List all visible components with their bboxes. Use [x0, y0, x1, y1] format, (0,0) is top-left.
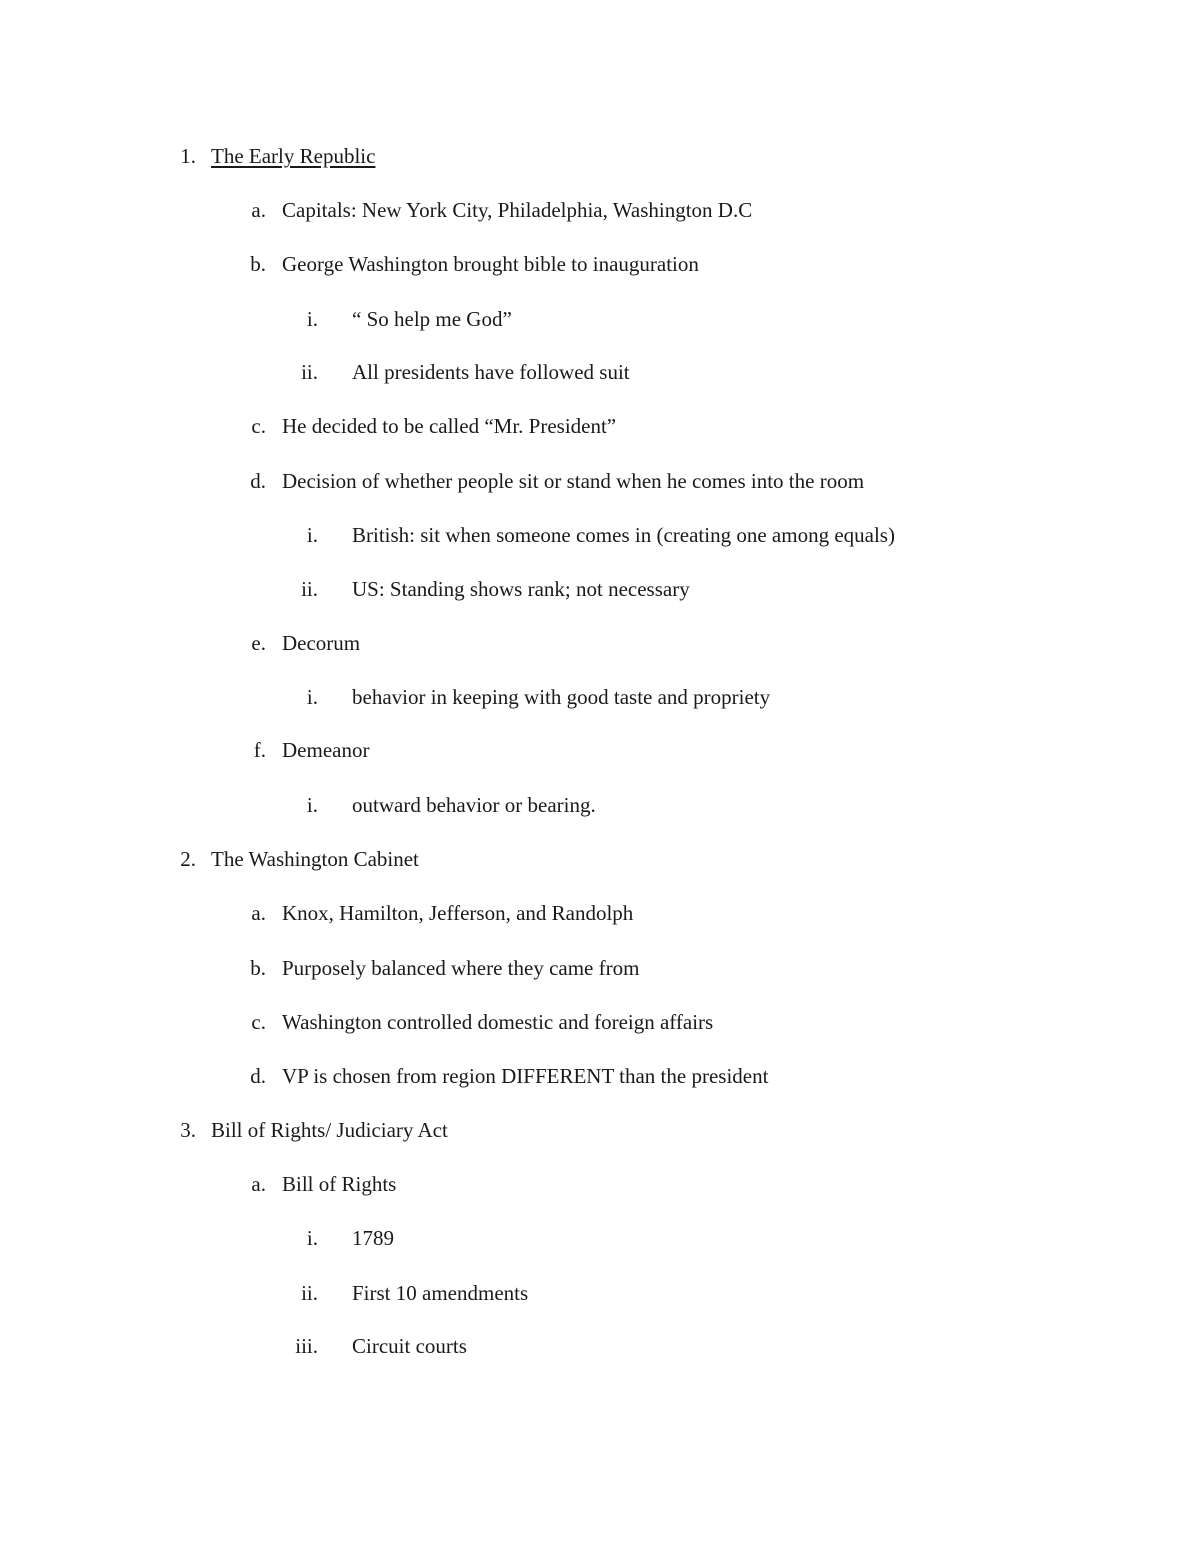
list-marker: e. — [251, 631, 266, 655]
list-marker: ii. — [301, 360, 318, 384]
section-title: The Washington Cabinet — [211, 847, 419, 871]
list-item-text: 1789 — [352, 1226, 394, 1250]
list-marker: d. — [250, 1064, 266, 1088]
list-item-text: All presidents have followed suit — [352, 360, 630, 384]
sub-list-item — [0, 572, 1200, 606]
sub-list-item — [0, 518, 1200, 552]
list-item — [0, 464, 1200, 498]
list-item-text: First 10 amendments — [352, 1281, 529, 1305]
list-item-text: British: sit when someone comes in (creating one among equals) — [352, 523, 895, 547]
list-marker: i. — [306, 523, 318, 547]
list-marker: i. — [306, 685, 318, 709]
list-item — [0, 1005, 1200, 1039]
list-marker: iii. — [295, 1334, 318, 1358]
list-item-text: Decision of whether people sit or stand when he comes into the room — [282, 469, 865, 493]
list-item-text: VP is chosen from region DIFFERENT than the president — [282, 1064, 769, 1088]
list-marker: i. — [306, 307, 318, 331]
list-item-text: Capitals: New York City, Philadelphia, Washington D.C — [282, 198, 753, 222]
list-item — [0, 733, 1200, 767]
list-marker: f. — [253, 738, 266, 762]
list-marker: a. — [251, 1172, 266, 1196]
list-marker: b. — [250, 956, 266, 980]
list-item-text: behavior in keeping with good taste and propriety — [352, 685, 771, 709]
section-heading — [0, 1113, 1200, 1147]
sub-list-item — [0, 788, 1200, 822]
sub-list-item — [0, 1276, 1200, 1310]
sub-list-item — [0, 680, 1200, 714]
list-item-text: Bill of Rights — [282, 1172, 397, 1196]
list-marker: 2. — [180, 847, 196, 871]
list-item-text: “ So help me God” — [352, 307, 512, 331]
list-item — [0, 896, 1200, 930]
list-item — [0, 247, 1200, 281]
list-marker: a. — [251, 198, 266, 222]
list-marker: c. — [251, 1010, 266, 1034]
list-marker: 3. — [180, 1118, 196, 1142]
list-marker: i. — [306, 793, 318, 817]
list-item-text: Demeanor — [282, 738, 370, 762]
list-item — [0, 951, 1200, 985]
list-item-text: Decorum — [282, 631, 361, 655]
list-marker: d. — [250, 469, 266, 493]
list-item-text: Circuit courts — [352, 1334, 467, 1358]
list-item — [0, 626, 1200, 660]
section-heading — [0, 842, 1200, 876]
section-title: The Early Republic — [211, 144, 376, 168]
list-item-text: Purposely balanced where they came from — [282, 956, 640, 980]
sub-list-item — [0, 355, 1200, 389]
list-marker: 1. — [180, 144, 196, 168]
list-marker: a. — [251, 901, 266, 925]
list-item — [0, 193, 1200, 227]
list-item — [0, 409, 1200, 443]
list-item-text: George Washington brought bible to inauguration — [282, 252, 699, 276]
list-item-text: He decided to be called “Mr. President” — [282, 414, 617, 438]
list-item-text: US: Standing shows rank; not necessary — [352, 577, 690, 601]
list-marker: ii. — [301, 577, 318, 601]
list-item-text: Washington controlled domestic and foreign affairs — [282, 1010, 714, 1034]
list-marker: ii. — [301, 1281, 318, 1305]
sub-list-item — [0, 1329, 1200, 1363]
list-marker: i. — [306, 1226, 318, 1250]
section-heading — [0, 139, 1200, 173]
list-item — [0, 1167, 1200, 1201]
list-item — [0, 1059, 1200, 1093]
list-marker: b. — [250, 252, 266, 276]
sub-list-item — [0, 1221, 1200, 1255]
list-item-text: outward behavior or bearing. — [352, 793, 596, 817]
sub-list-item — [0, 302, 1200, 336]
section-title: Bill of Rights/ Judiciary Act — [211, 1118, 448, 1142]
list-item-text: Knox, Hamilton, Jefferson, and Randolph — [282, 901, 634, 925]
list-marker: c. — [251, 414, 266, 438]
